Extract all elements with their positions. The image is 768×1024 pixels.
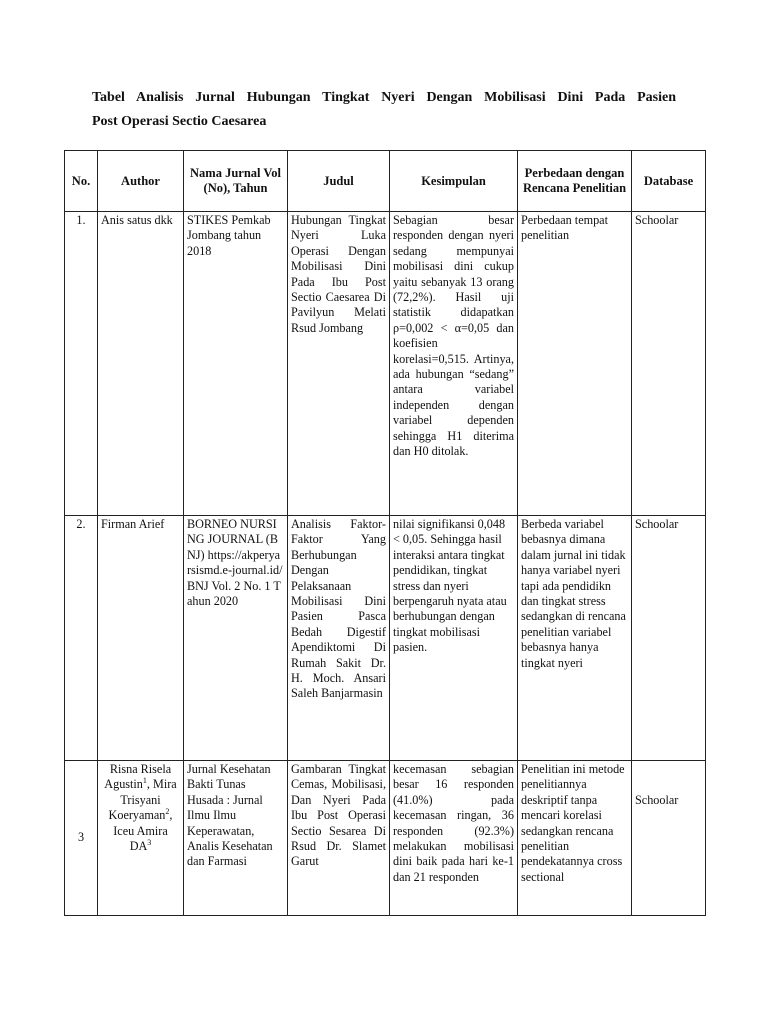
difference-cell: Perbedaan tempat penelitian <box>518 212 632 516</box>
author-cell <box>98 761 184 916</box>
header-author: Author <box>98 151 184 212</box>
author-affiliation: 1 <box>142 776 147 786</box>
row-number: 3 <box>65 761 98 916</box>
table-row <box>65 761 706 916</box>
journal-cell: Jurnal Kesehatan Bakti Tunas Husada : Jurnal Ilmu Ilmu Keperawatan, Analis Kesehatan dan Farmasi <box>184 761 288 916</box>
journal-cell: BORNEO NURSING JOURNAL (BNJ) https://akperyarsismd.e-journal.id/BNJ Vol. 2 No. 1 Tahun 2020 <box>184 516 288 761</box>
row-number: 1. <box>65 212 98 516</box>
author-name: Risna Risela Agustin <box>104 762 172 792</box>
author-name: , Iceu Amira DA <box>113 808 173 854</box>
conclusion-cell: kecemasan sebagian besar 16 responden (41.0%) pada kecemasan ringan, 36 responden (92.3%) melakukan mobilisasi dini baik pada hari ke-1 dan 21 responden <box>390 761 518 916</box>
conclusion-cell: nilai signifikansi 0,048 < 0,05. Sehingga hasil interaksi antara tingkat pendidikan, tingkat stress dan nyeri berpengaruh nyata atau berhubungan dengan tingkat mobilisasi pasien. <box>390 516 518 761</box>
document-title <box>92 86 676 134</box>
conclusion-cell: Sebagian besar responden dengan nyeri sedang mempunyai mobilisasi dini cukup yaitu sebanyak 13 orang (72,2%). Hasil uji statistik didapatkan ρ=0,002 < α=0,05 dan koefisien korelasi=0,515. Artinya, ada hubungan “sedang” antara variabel independen dengan variabel dependen sehingga H1 diterima dan H0 ditolak. <box>390 212 518 516</box>
header-title: Judul <box>288 151 390 212</box>
title-cell: Analisis Faktor-Faktor Yang Berhubungan Dengan Pelaksanaan Mobilisasi Dini Pasien Pasca Bedah Digestif Apendiktomi Di Rumah Sakit Dr. H. Moch. Ansari Saleh Banjarmasin <box>288 516 390 761</box>
header-no: No. <box>65 151 98 212</box>
title-line-1: Tabel Analisis Jurnal Hubungan Tingkat Nyeri Dengan Mobilisasi Dini Pada Pasien <box>92 90 676 105</box>
header-database: Database <box>632 151 706 212</box>
journal-analysis-table <box>64 150 706 916</box>
journal-cell: STIKES Pemkab Jombang tahun 2018 <box>184 212 288 516</box>
author-cell: Anis satus dkk <box>98 212 184 516</box>
header-conclusion: Kesimpulan <box>390 151 518 212</box>
database-cell: Schoolar <box>632 761 706 916</box>
table-row <box>65 212 706 516</box>
database-cell: Schoolar <box>632 516 706 761</box>
author-cell: Firman Arief <box>98 516 184 761</box>
title-cell: Hubungan Tingkat Nyeri Luka Operasi Dengan Mobilisasi Dini Pada Ibu Post Sectio Caesarea Di Pavilyun Melati Rsud Jombang <box>288 212 390 516</box>
difference-cell: Berbeda variabel bebasnya dimana dalam jurnal ini tidak hanya variabel nyeri tapi ada pendidikn dan tingkat stress sedangkan di rencana penelitian variabel bebasnya hanya tingkat nyeri <box>518 516 632 761</box>
title-cell: Gambaran Tingkat Cemas, Mobilisasi, Dan Nyeri Pada Ibu Post Operasi Sectio Sesarea Di Rsud Dr. Slamet Garut <box>288 761 390 916</box>
database-cell: Schoolar <box>632 212 706 516</box>
table-row <box>65 516 706 761</box>
author-affiliation: 3 <box>147 837 152 847</box>
header-difference: Perbedaan dengan Rencana Penelitian <box>518 151 632 212</box>
author-affiliation: 2 <box>165 807 170 817</box>
header-row <box>65 151 706 212</box>
header-journal: Nama Jurnal Vol (No), Tahun <box>184 151 288 212</box>
author-name: , Mira Trisyani Koeryaman <box>108 777 177 823</box>
difference-cell: Penelitian ini metode penelitiannya deskriptif tanpa mencari korelasi sedangkan rencana penelitian pendekatannya cross sectional <box>518 761 632 916</box>
row-number: 2. <box>65 516 98 761</box>
title-line-2: Post Operasi Sectio Caesarea <box>92 114 267 129</box>
